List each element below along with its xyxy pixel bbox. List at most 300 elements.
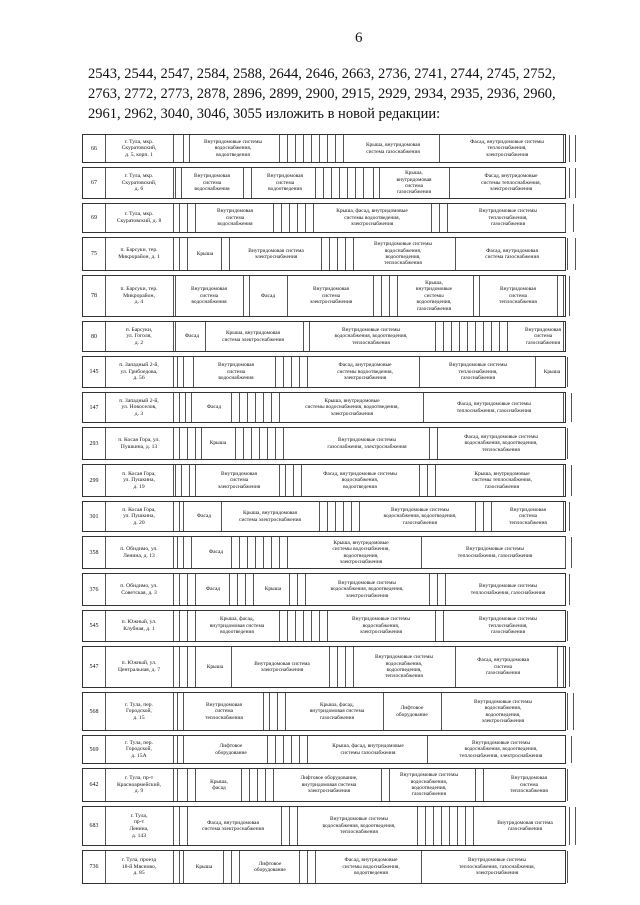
row-number: 67 (91, 180, 97, 186)
column-divider (563, 276, 564, 316)
column-divider (175, 465, 176, 496)
column-divider (179, 574, 180, 605)
row-number: 293 (89, 440, 99, 447)
column-divider (435, 322, 436, 351)
column-divider (287, 135, 288, 162)
work-cell: Фасад, внутридомовые системы водоотведения, электроснабжения (337, 362, 393, 382)
column-divider (195, 428, 196, 459)
column-divider (575, 168, 576, 198)
work-cell: Фасад (196, 513, 212, 520)
column-divider (289, 807, 290, 845)
work-cell: Внутридомовые системы водоснабжения, электроснабжения (352, 616, 410, 636)
column-divider (281, 807, 282, 845)
intro-line: 2763, 2772, 2773, 2878, 2896, 2899, 2900, 2915, 2929, 2934, 2935, 2936, 2960, (88, 86, 556, 102)
column-divider (479, 276, 480, 316)
column-divider (177, 736, 178, 763)
column-divider (459, 322, 460, 351)
column-divider (173, 322, 174, 351)
column-divider (257, 769, 258, 801)
column-divider (251, 168, 252, 198)
column-divider (307, 357, 308, 387)
column-divider (319, 611, 320, 641)
column-divider (231, 851, 232, 883)
column-divider (277, 693, 278, 730)
column-divider (177, 769, 178, 801)
column-divider (421, 537, 422, 568)
work-cell: Фасад, внутридомовая система газоснабжения (485, 247, 539, 260)
column-divider (283, 736, 284, 763)
table-row (82, 692, 566, 731)
column-divider (183, 693, 184, 730)
row-address: г. Тула, мкр. Скуратовский, д. 8 (116, 211, 162, 224)
column-divider (243, 276, 244, 316)
work-cell: Внутридомовая система теплоснабжения (499, 286, 537, 306)
column-divider (569, 647, 570, 687)
column-divider (179, 204, 180, 232)
column-divider (425, 807, 426, 845)
work-cell: Крыша (543, 368, 561, 375)
work-cell: Внутридомовые системы водоснабжения, водоотведения, газоснабжения (400, 772, 458, 798)
column-divider (185, 393, 186, 422)
column-divider (179, 393, 180, 422)
work-cell: Крыша, внутридомовая система газоснабжения (396, 170, 432, 196)
work-cell: Крыша, внутридомовые системы теплоснабжения, газоснабжения (472, 470, 532, 490)
row-number: 80 (91, 333, 97, 340)
column-divider (201, 428, 202, 459)
column-divider (573, 693, 574, 730)
column-divider (249, 769, 250, 801)
work-cell: Фасад, внутридомовые системы водоснабжения, водоотведения (342, 857, 400, 877)
work-cell: Лифтовое оборудование (396, 705, 428, 718)
column-divider (247, 393, 248, 422)
column-divider (273, 769, 274, 801)
column-divider (173, 769, 174, 801)
work-cell: Внутридомовые системы теплоснабжения, газоснабжения (457, 546, 533, 559)
column-divider (173, 537, 174, 568)
column-divider (455, 238, 456, 270)
column-divider (355, 168, 356, 198)
row-address: п. Барсуки, тер. Микрорайон, д. 1 (118, 247, 160, 260)
column-divider (193, 357, 194, 387)
work-cell: Внутридомовые системы теплоснабжения, газоснабжения (470, 583, 546, 596)
column-divider (181, 168, 182, 198)
column-divider (295, 135, 296, 162)
column-divider (275, 428, 276, 459)
row-address: г. Тула, проезд 18-й Мясново, д. 85 (121, 857, 157, 877)
work-cell: Внутридомовая система теплоснабжения (205, 701, 243, 721)
column-divider (179, 428, 180, 459)
row-address: п. Западный 2-й, ул. Грибоедова, д. 56 (119, 362, 159, 382)
column-divider (189, 135, 190, 162)
column-divider (221, 502, 222, 531)
table-row (82, 356, 566, 388)
column-divider (363, 168, 364, 198)
column-divider (255, 393, 256, 422)
column-divider (337, 647, 338, 687)
column-divider (179, 647, 180, 687)
column-divider (567, 851, 568, 883)
column-divider (183, 537, 184, 568)
column-divider (195, 611, 196, 641)
column-divider (229, 574, 230, 605)
row-address: п. Южный, ул. Центральная, д. 7 (118, 660, 160, 673)
column-divider (269, 693, 270, 730)
column-divider (433, 807, 434, 845)
column-divider (303, 135, 304, 162)
row-number: 568 (89, 708, 99, 715)
column-divider (443, 611, 444, 641)
column-divider (315, 851, 316, 883)
column-divider (239, 851, 240, 883)
table-row (82, 573, 566, 606)
column-divider (423, 393, 424, 422)
column-divider (173, 611, 174, 641)
column-divider (177, 693, 178, 730)
column-divider (457, 807, 458, 845)
column-divider (285, 465, 286, 496)
column-divider (275, 357, 276, 387)
column-divider (563, 647, 564, 687)
column-divider (195, 574, 196, 605)
row-address: п. Барсуки, ул. Гоголя, д. 2 (125, 326, 153, 346)
column-divider (373, 276, 374, 316)
column-divider (241, 769, 242, 801)
column-divider (467, 322, 468, 351)
column-divider (353, 647, 354, 687)
column-divider (265, 769, 266, 801)
column-divider (565, 537, 566, 568)
column-divider (281, 204, 282, 232)
column-divider (441, 807, 442, 845)
column-divider (327, 611, 328, 641)
work-cell: Фасад (260, 292, 276, 299)
work-cell: Крыша, фасад, внутридомовая система газоснабжения (309, 701, 365, 721)
column-divider (311, 135, 312, 162)
work-cell: Фасад (184, 333, 200, 340)
column-divider (183, 135, 184, 162)
column-divider (245, 574, 246, 605)
row-address: г. Тула, пер. Городской, д. 15 (125, 701, 153, 721)
table-row (82, 427, 566, 460)
row-address: п. Косая Гора, ул. Пушкина, д. 19 (122, 470, 156, 490)
column-divider (569, 135, 570, 162)
column-divider (279, 135, 280, 162)
column-divider (173, 357, 174, 387)
column-divider (173, 465, 174, 496)
column-divider (441, 693, 442, 730)
column-divider (173, 276, 174, 316)
column-divider (173, 736, 174, 763)
row-number: 736 (89, 864, 99, 870)
row-number: 642 (89, 782, 99, 788)
column-divider (279, 393, 280, 422)
intro-line: 2543, 2544, 2547, 2584, 2588, 2644, 2646, 2663, 2736, 2741, 2744, 2745, 2752, (88, 66, 556, 82)
row-address: п. Барсуки, тер. Микрорайон, д. 4 (120, 286, 158, 306)
work-cell: Внутридомовые системы водоснабжения, водоотведения, газоснабжения (383, 506, 457, 526)
column-divider (335, 135, 336, 162)
work-cell: Внутридомовая система водоснабжения (218, 362, 254, 382)
column-divider (175, 276, 176, 316)
row-address: г. Тула, пр-т Красноармейский, д. 9 (116, 775, 162, 795)
column-divider (329, 647, 330, 687)
row-address: п. Западный 2-й, ул. Новоселов, д. 3 (119, 397, 159, 417)
column-divider (249, 276, 250, 316)
row-address: г. Тула, мкр. Скуратовский, д. 5, корп. 1 (121, 138, 157, 158)
work-cell: Внутридомовая система водоотведения (267, 173, 303, 193)
work-cell: Внутридомовые системы теплоснабжения, газоснабжения (479, 616, 537, 636)
column-divider (331, 168, 332, 198)
work-cell: Внутридомовая система теплоснабжения (509, 506, 547, 526)
table-row (82, 134, 566, 163)
work-cell: Фасад, внутридомовая система электроснабжения (202, 819, 264, 832)
column-divider (389, 276, 390, 316)
column-divider (491, 322, 492, 351)
column-divider (313, 204, 314, 232)
column-divider (567, 357, 568, 387)
column-divider (179, 238, 180, 270)
table-row (82, 464, 566, 497)
table-row (82, 237, 566, 271)
column-divider (507, 322, 508, 351)
table-row (82, 768, 566, 802)
work-cell: Внутридомовая система водоснабжения (194, 173, 230, 193)
column-divider (293, 465, 294, 496)
column-divider (307, 851, 308, 883)
column-divider (339, 168, 340, 198)
column-divider (563, 465, 564, 496)
column-divider (435, 611, 436, 641)
column-divider (267, 428, 268, 459)
column-divider (435, 465, 436, 496)
column-divider (285, 693, 286, 730)
column-divider (571, 393, 572, 422)
work-cell: Фасад, внутридомовые системы водоснабжения, водоотведения (323, 470, 397, 490)
column-divider (421, 851, 422, 883)
column-divider (173, 851, 174, 883)
work-cell: Внутридомовая система газоснабжения (497, 819, 553, 832)
column-divider (569, 276, 570, 316)
column-divider (177, 537, 178, 568)
column-divider (195, 769, 196, 801)
work-cell: Крыша (195, 863, 213, 870)
column-divider (299, 851, 300, 883)
table-row (82, 501, 566, 532)
row-number: 78 (91, 293, 97, 299)
column-divider (239, 537, 240, 568)
column-divider (253, 574, 254, 605)
column-divider (179, 807, 180, 845)
column-divider (569, 502, 570, 531)
work-cell: Крыша, фасад, внутридомовая система водоотведения (209, 616, 265, 636)
work-cell: Фасад, внутридомовые системы теплоснабжения, электроснабжения (481, 173, 541, 193)
work-cell: Лифтовое оборудование (215, 743, 247, 756)
work-cell: Фасад, внутридомовые системы теплоснабжения, газоснабжения (456, 401, 532, 414)
column-divider (575, 807, 576, 845)
column-divider (397, 276, 398, 316)
work-cell: Внутридомовые системы водоснабжения, водоотведения, электроснабжения (474, 698, 532, 724)
column-divider (301, 465, 302, 496)
column-divider (381, 769, 382, 801)
column-divider (259, 428, 260, 459)
row-address: п. Обидимо, ул. Советская, д. 3 (120, 582, 158, 596)
column-divider (315, 168, 316, 198)
row-address: п. Косая Гора, ул. Пушкина, д. 20 (122, 506, 156, 526)
work-cell: Внутридомовые системы водоснабжения, водоотведения, теплоснабжения (374, 241, 432, 267)
column-divider (575, 238, 576, 270)
column-divider (565, 204, 566, 232)
column-divider (327, 135, 328, 162)
column-divider (419, 465, 420, 496)
column-divider (189, 465, 190, 496)
work-cell: Крыша, внутридомовая система газоснабжения (365, 142, 421, 155)
column-divider (179, 502, 180, 531)
column-divider (173, 168, 174, 198)
column-divider (299, 357, 300, 387)
work-cell: Лифтовое оборудование (254, 860, 286, 873)
column-divider (449, 168, 450, 198)
row-address: п. Южный, ул. Клубная, д. 1 (121, 619, 157, 632)
column-divider (187, 574, 188, 605)
column-divider (271, 393, 272, 422)
column-divider (311, 611, 312, 641)
column-divider (347, 168, 348, 198)
row-number: 69 (91, 215, 97, 221)
row-number: 301 (89, 513, 99, 520)
column-divider (187, 647, 188, 687)
intro-line: 2961, 2962, 3040, 3046, 3055 изложить в новой редакции: (88, 106, 441, 122)
column-divider (229, 238, 230, 270)
column-divider (303, 322, 304, 351)
column-divider (307, 736, 308, 763)
work-cell: Крыша, фасад, внутридомовые системы газоснабжения (332, 743, 404, 756)
work-cell: Внутридомовые системы теплоснабжения, газоснабжения (449, 362, 507, 382)
column-divider (429, 574, 430, 605)
column-divider (297, 574, 298, 605)
work-cell: Крыша, внутридомовые системы водоотведения, газоснабжения (415, 279, 453, 312)
table-row (82, 321, 566, 352)
column-divider (173, 428, 174, 459)
column-divider (251, 428, 252, 459)
column-divider (499, 322, 500, 351)
column-divider (195, 204, 196, 232)
column-divider (445, 574, 446, 605)
column-divider (431, 204, 432, 232)
column-divider (567, 769, 568, 801)
schedule-table (82, 134, 566, 888)
row-number: 358 (89, 549, 99, 556)
column-divider (297, 204, 298, 232)
work-cell: Внутридомовая система электроснабжения (217, 470, 261, 490)
column-divider (563, 502, 564, 531)
work-cell: Фасад, внутридомовая система газоснабжения (477, 657, 529, 677)
column-divider (427, 465, 428, 496)
work-cell: Внутридомовые системы газоснабжения, электроснабжения (327, 437, 407, 450)
work-cell: Фасад (206, 404, 222, 411)
column-divider (231, 647, 232, 687)
column-divider (567, 611, 568, 641)
column-divider (173, 693, 174, 730)
work-cell: Фасад (208, 549, 224, 556)
column-divider (427, 736, 428, 763)
column-divider (557, 276, 558, 316)
column-divider (303, 611, 304, 641)
row-address: п. Обидимо, ул. Ленина, д. 13 (120, 545, 158, 559)
column-divider (271, 537, 272, 568)
work-cell: Внутридомовая система газоснабжения (525, 326, 561, 346)
column-divider (373, 168, 374, 198)
work-cell: Внутридомовая система теплоснабжения (510, 775, 548, 795)
table-row (82, 806, 566, 846)
work-cell: Крыша, фасад (210, 778, 228, 791)
table-row (82, 646, 566, 688)
column-divider (175, 322, 176, 351)
column-divider (299, 736, 300, 763)
column-divider (279, 537, 280, 568)
column-divider (183, 502, 184, 531)
row-number: 66 (91, 145, 97, 152)
column-divider (237, 574, 238, 605)
column-divider (187, 238, 188, 270)
column-divider (439, 204, 440, 232)
work-cell: Внутридомовые системы водоснабжения, водоотведения (204, 138, 262, 158)
intro-paragraph (88, 64, 618, 124)
column-divider (287, 276, 288, 316)
column-divider (173, 574, 174, 605)
work-cell: Внутридомовые системы водоснабжения, водоотведения, электроснабжения (330, 579, 404, 599)
row-address: п. Косая Гора, ул. Пушкина, д. 13 (118, 436, 160, 450)
work-cell: Внутридомовая система водоснабжения (191, 286, 227, 306)
column-divider (573, 204, 574, 232)
column-divider (569, 807, 570, 845)
column-divider (187, 428, 188, 459)
column-divider (187, 611, 188, 641)
column-divider (267, 736, 268, 763)
column-divider (475, 769, 476, 801)
column-divider (173, 238, 174, 270)
column-divider (191, 537, 192, 568)
work-cell: Внутридомовая система электроснабжения (254, 660, 310, 673)
column-divider (567, 693, 568, 730)
row-number: 145 (89, 369, 99, 375)
column-divider (255, 537, 256, 568)
work-cell: Крыша, фасад, внутридомовые системы водоотведения, электроснабжения (336, 208, 408, 228)
work-cell: Фасад, внутридомовые системы теплоснабжения, электроснабжения (470, 138, 544, 158)
column-divider (283, 357, 284, 387)
column-divider (569, 574, 570, 605)
column-divider (465, 807, 466, 845)
column-divider (191, 393, 192, 422)
work-cell: Крыша (206, 663, 224, 670)
column-divider (343, 135, 344, 162)
row-number: 545 (89, 623, 99, 629)
column-divider (247, 537, 248, 568)
column-divider (567, 238, 568, 270)
page-number: 6 (355, 30, 363, 46)
column-divider (563, 393, 564, 422)
column-divider (187, 769, 188, 801)
column-divider (571, 465, 572, 496)
column-divider (291, 357, 292, 387)
table-row (82, 392, 566, 423)
column-divider (449, 807, 450, 845)
column-divider (323, 168, 324, 198)
column-divider (243, 428, 244, 459)
column-divider (473, 807, 474, 845)
column-divider (475, 322, 476, 351)
column-divider (419, 357, 420, 387)
column-divider (327, 502, 328, 531)
row-number: 75 (91, 251, 97, 257)
